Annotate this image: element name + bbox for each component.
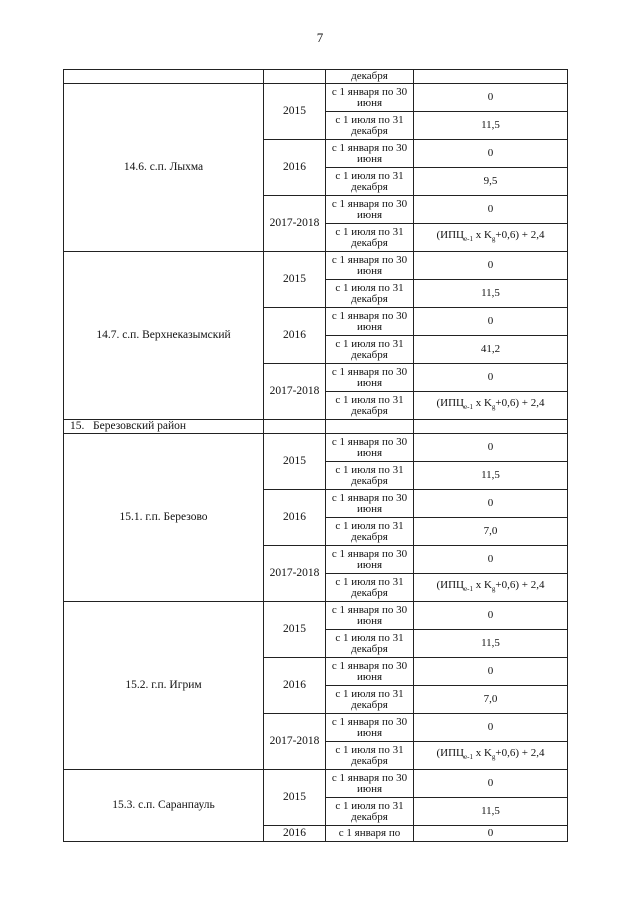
empty-cell	[264, 420, 326, 434]
period-first-half: с 1 января по 30 июня	[326, 714, 414, 742]
empty-cell	[326, 420, 414, 434]
year-cell: 2017-2018	[264, 364, 326, 420]
formula-cell	[414, 392, 568, 420]
year-cell: 2015	[264, 602, 326, 658]
period-first-half: с 1 января по	[326, 826, 414, 842]
year-cell: 2016	[264, 140, 326, 196]
settlement-name: 14.6. с.п. Лыхма	[64, 84, 264, 252]
period-first-half: с 1 января по 30 июня	[326, 252, 414, 280]
formula-cell	[414, 742, 568, 770]
table-row	[64, 84, 568, 112]
period-first-half: с 1 января по 30 июня	[326, 770, 414, 798]
tariff-table	[63, 69, 568, 842]
formula-cell	[414, 224, 568, 252]
period-second-half: с 1 июля по 31 декабря	[326, 168, 414, 196]
period-first-half: с 1 января по 30 июня	[326, 364, 414, 392]
table-row	[64, 602, 568, 630]
value-cell: 0	[414, 252, 568, 280]
settlement-name: 15.3. с.п. Саранпауль	[64, 770, 264, 842]
table-row	[64, 770, 568, 798]
district-header	[64, 420, 264, 434]
value-cell: 0	[414, 490, 568, 518]
period-first-half: с 1 января по 30 июня	[326, 84, 414, 112]
value-cell: 0	[414, 84, 568, 112]
value-cell: 0	[414, 434, 568, 462]
period-first-half: с 1 января по 30 июня	[326, 546, 414, 574]
year-cell: 2015	[264, 252, 326, 308]
period-second-half: с 1 июля по 31 декабря	[326, 280, 414, 308]
year-cell: 2016	[264, 826, 326, 842]
value-cell: 0	[414, 714, 568, 742]
period-second-half: с 1 июля по 31 декабря	[326, 224, 414, 252]
year-cell: 2015	[264, 770, 326, 826]
year-cell: 2017-2018	[264, 196, 326, 252]
value-cell: 0	[414, 658, 568, 686]
empty-cell	[264, 70, 326, 84]
settlement-name: 15.1. г.п. Березово	[64, 434, 264, 602]
value-cell: 41,2	[414, 336, 568, 364]
page-number: 7	[316, 30, 324, 45]
period-first-half: с 1 января по 30 июня	[326, 602, 414, 630]
value-cell: 9,5	[414, 168, 568, 196]
value-cell: 11,5	[414, 112, 568, 140]
period-first-half: с 1 января по 30 июня	[326, 308, 414, 336]
period-second-half: с 1 июля по 31 декабря	[326, 518, 414, 546]
value-cell: 11,5	[414, 280, 568, 308]
value-cell: 0	[414, 602, 568, 630]
value-cell: 11,5	[414, 798, 568, 826]
value-cell: 7,0	[414, 518, 568, 546]
formula-text: ($ИПЦ_{e-1}$ x $K_g+0,6) + 2,4$	[436, 396, 545, 412]
period-second-half: с 1 июля по 31 декабря	[326, 462, 414, 490]
period-second-half: с 1 июля по 31 декабря	[326, 630, 414, 658]
period-first-half: с 1 января по 30 июня	[326, 434, 414, 462]
table-row	[64, 434, 568, 462]
value-cell: 0	[414, 196, 568, 224]
formula-text: ($ИПЦ_{e-1}$ x $K_g+0,6) + 2,4$	[436, 578, 545, 594]
settlement-name: 15.2. г.п. Игрим	[64, 602, 264, 770]
period-second-half: с 1 июля по 31 декабря	[326, 798, 414, 826]
district-name: Березовский район	[93, 420, 187, 432]
value-cell: 0	[414, 826, 568, 842]
empty-cell	[414, 420, 568, 434]
period-cell: декабря	[326, 70, 414, 84]
period-first-half: с 1 января по 30 июня	[326, 196, 414, 224]
value-cell: 0	[414, 770, 568, 798]
period-first-half: с 1 января по 30 июня	[326, 490, 414, 518]
empty-cell	[414, 70, 568, 84]
period-second-half: с 1 июля по 31 декабря	[326, 686, 414, 714]
year-cell: 2016	[264, 490, 326, 546]
empty-cell	[64, 70, 264, 84]
table-row	[64, 420, 568, 434]
year-cell: 2016	[264, 658, 326, 714]
formula-text: ($ИПЦ_{e-1}$ x $K_g+0,6) + 2,4$	[436, 746, 545, 762]
year-cell: 2016	[264, 308, 326, 364]
table-row	[64, 252, 568, 280]
formula-cell	[414, 574, 568, 602]
year-cell: 2017-2018	[264, 546, 326, 602]
district-number: 15.	[70, 420, 85, 432]
year-cell: 2015	[264, 84, 326, 140]
period-first-half: с 1 января по 30 июня	[326, 658, 414, 686]
value-cell: 0	[414, 364, 568, 392]
value-cell: 0	[414, 308, 568, 336]
value-cell: 0	[414, 546, 568, 574]
year-cell: 2015	[264, 434, 326, 490]
period-second-half: с 1 июля по 31 декабря	[326, 336, 414, 364]
period-second-half: с 1 июля по 31 декабря	[326, 574, 414, 602]
period-second-half: с 1 июля по 31 декабря	[326, 742, 414, 770]
value-cell: 11,5	[414, 462, 568, 490]
table-row	[64, 70, 568, 84]
year-cell: 2017-2018	[264, 714, 326, 770]
period-second-half: с 1 июля по 31 декабря	[326, 392, 414, 420]
value-cell: 0	[414, 140, 568, 168]
settlement-name: 14.7. с.п. Верхнеказымский	[64, 252, 264, 420]
value-cell: 11,5	[414, 630, 568, 658]
period-second-half: с 1 июля по 31 декабря	[326, 112, 414, 140]
period-first-half: с 1 января по 30 июня	[326, 140, 414, 168]
formula-text: ($ИПЦ_{e-1}$ x $K_g+0,6) + 2,4$	[436, 228, 545, 244]
value-cell: 7,0	[414, 686, 568, 714]
